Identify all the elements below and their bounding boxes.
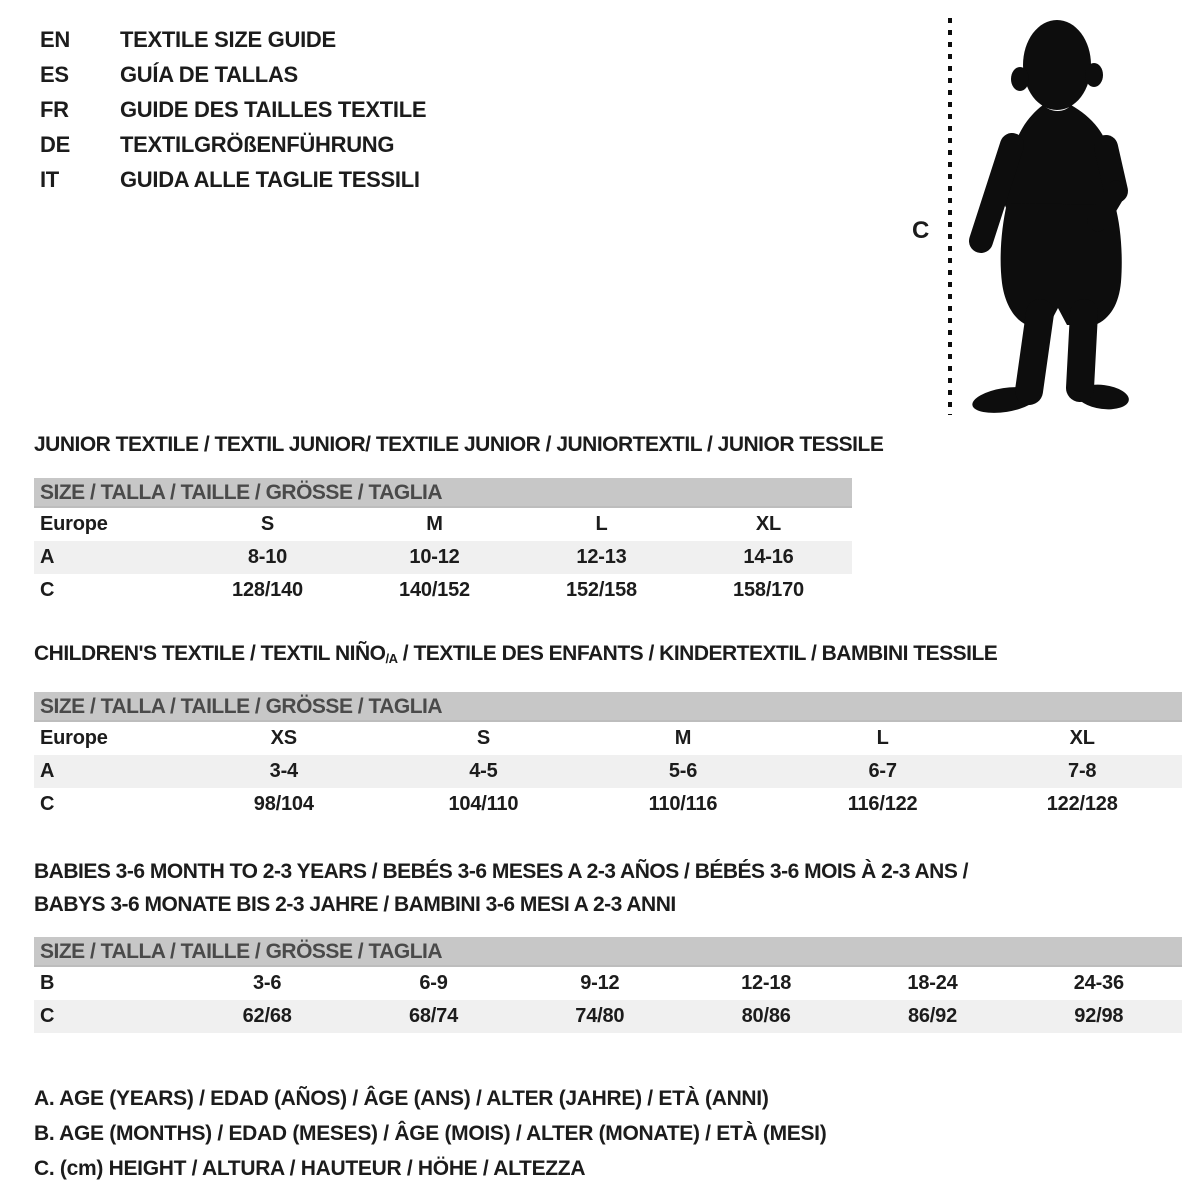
table-cell: 110/116 (648, 793, 718, 815)
language-code: FR (40, 97, 69, 122)
table-cell: 116/122 (847, 793, 918, 815)
table-body (34, 722, 1182, 821)
table-row (34, 1000, 1182, 1033)
table-cell: 86/92 (907, 1005, 958, 1027)
junior-size-table (34, 478, 852, 607)
section-babies-textile (34, 855, 1182, 1033)
language-row (40, 57, 426, 92)
section-childrens-textile (34, 641, 1182, 821)
table-cell: 122/128 (1046, 793, 1118, 815)
table-cell: 98/104 (253, 793, 314, 815)
legend (34, 1081, 1182, 1186)
table-row (34, 967, 1182, 1000)
row-label: C (40, 579, 55, 601)
section-title-line (34, 888, 1182, 921)
guide-title: TEXTILGRÖßENFÜHRUNG (120, 132, 395, 157)
table-row (34, 755, 1182, 788)
table-cell: 128/140 (232, 579, 303, 601)
table-cell: 12-13 (576, 546, 627, 568)
title-text: CHILDREN'S TEXTILE / TEXTIL NIÑO (34, 642, 386, 665)
table-cell: 24-36 (1073, 972, 1124, 994)
table-row (34, 541, 852, 574)
language-row (40, 92, 426, 127)
language-code: EN (40, 27, 70, 52)
table-row (34, 574, 852, 607)
language-row (40, 127, 426, 162)
row-label: A (40, 760, 55, 782)
height-measure-line (948, 18, 952, 415)
table-cell: 3-4 (269, 760, 298, 782)
table-body (34, 967, 1182, 1033)
row-label: B (40, 972, 55, 994)
table-cell: 5-6 (668, 760, 698, 782)
table-cell: 3-6 (253, 972, 282, 994)
row-label: C (40, 793, 55, 815)
table-cell: S (476, 727, 490, 749)
table-cell: XL (1069, 727, 1095, 749)
table-size-header: SIZE / TALLA / TAILLE / GRÖSSE / TAGLIA (34, 937, 1182, 967)
table-cell: 152/158 (566, 579, 637, 601)
table-cell: 104/110 (448, 793, 519, 815)
table-cell: 158/170 (733, 579, 804, 601)
section-title (34, 855, 1182, 921)
legend-line-c: C. (cm) HEIGHT / ALTURA / HAUTEUR / HÖHE / ALTEZZA (34, 1157, 586, 1180)
table-cell: 8-10 (247, 546, 288, 568)
row-label: Europe (40, 513, 108, 535)
row-label: C (40, 1005, 55, 1027)
table-cell: M (426, 513, 443, 535)
table-cell: 10-12 (409, 546, 460, 568)
guide-title: TEXTILE SIZE GUIDE (120, 27, 336, 52)
toddler-silhouette-icon (965, 15, 1140, 415)
section-title-line (34, 432, 1182, 458)
table-cell: 92/98 (1074, 1005, 1124, 1027)
language-code: ES (40, 62, 69, 87)
children-size-table (34, 692, 1182, 821)
table-cell: 18-24 (907, 972, 958, 994)
table-cell: S (260, 513, 275, 535)
table-cell: 68/74 (408, 1005, 459, 1027)
table-size-header: SIZE / TALLA / TAILLE / GRÖSSE / TAGLIA (34, 478, 852, 508)
table-cell: XS (270, 727, 297, 749)
table-cell: L (595, 513, 608, 535)
table-cell: L (876, 727, 889, 749)
table-cell: XL (755, 513, 782, 535)
table-cell: 74/80 (575, 1005, 625, 1027)
title-text: JUNIOR TEXTILE / TEXTIL JUNIOR/ TEXTILE JUNIOR / JUNIORTEXTIL / JUNIOR TESSILE (34, 433, 884, 456)
row-label: Europe (40, 727, 108, 749)
language-row (40, 162, 426, 197)
guide-title: GUIDE DES TAILLES TEXTILE (120, 97, 427, 122)
section-title (34, 432, 1182, 458)
height-measurement-figure (900, 15, 1172, 417)
language-code: DE (40, 132, 70, 157)
table-cell: 14-16 (743, 546, 794, 568)
table-cell: 12-18 (741, 972, 792, 994)
table-cell: 62/68 (242, 1005, 292, 1027)
legend-line-a: A. AGE (YEARS) / EDAD (AÑOS) / ÂGE (ANS) / ALTER (JAHRE) / ETÀ (ANNI) (34, 1087, 769, 1110)
table-cell: 6-9 (419, 972, 448, 994)
section-title (34, 641, 1182, 672)
row-label: A (40, 546, 55, 568)
table-cell: 80/86 (741, 1005, 791, 1027)
language-list (40, 22, 426, 197)
language-row (40, 22, 426, 57)
legend-line-b: B. AGE (MONTHS) / EDAD (MESES) / ÂGE (MOIS) / ALTER (MONATE) / ETÀ (MESI) (34, 1122, 827, 1145)
guide-title: GUÍA DE TALLAS (120, 62, 298, 87)
title-text: / TEXTILE DES ENFANTS / KINDERTEXTIL / BAMBINI TESSILE (397, 642, 998, 665)
title-text: BABIES 3-6 MONTH TO 2-3 YEARS / BEBÉS 3-6 MESES A 2-3 AÑOS / BÉBÉS 3-6 MOIS À 2-3 ANS / (34, 860, 969, 883)
title-text: BABYS 3-6 MONATE BIS 2-3 JAHRE / BAMBINI 3-6 MESI A 2-3 ANNI (34, 893, 676, 916)
table-row (34, 722, 1182, 755)
table-row (34, 788, 1182, 821)
table-cell: M (674, 727, 692, 749)
table-cell: 6-7 (868, 760, 897, 782)
table-cell: 140/152 (399, 579, 470, 601)
height-measure-label: C (912, 217, 930, 244)
babies-size-table (34, 937, 1182, 1033)
table-cell: 4-5 (469, 760, 498, 782)
section-title-line (34, 641, 1182, 672)
title-subscript: /A (385, 651, 398, 666)
table-row (34, 508, 852, 541)
table-size-header: SIZE / TALLA / TAILLE / GRÖSSE / TAGLIA (34, 692, 1182, 722)
section-junior-textile (34, 432, 1182, 607)
language-code: IT (40, 167, 59, 192)
table-cell: 9-12 (580, 972, 620, 994)
table-body (34, 508, 852, 607)
table-cell: 7-8 (1068, 760, 1097, 782)
size-tables (34, 432, 1182, 1186)
section-title-line (34, 855, 1182, 888)
guide-title: GUIDA ALLE TAGLIE TESSILI (120, 167, 420, 192)
